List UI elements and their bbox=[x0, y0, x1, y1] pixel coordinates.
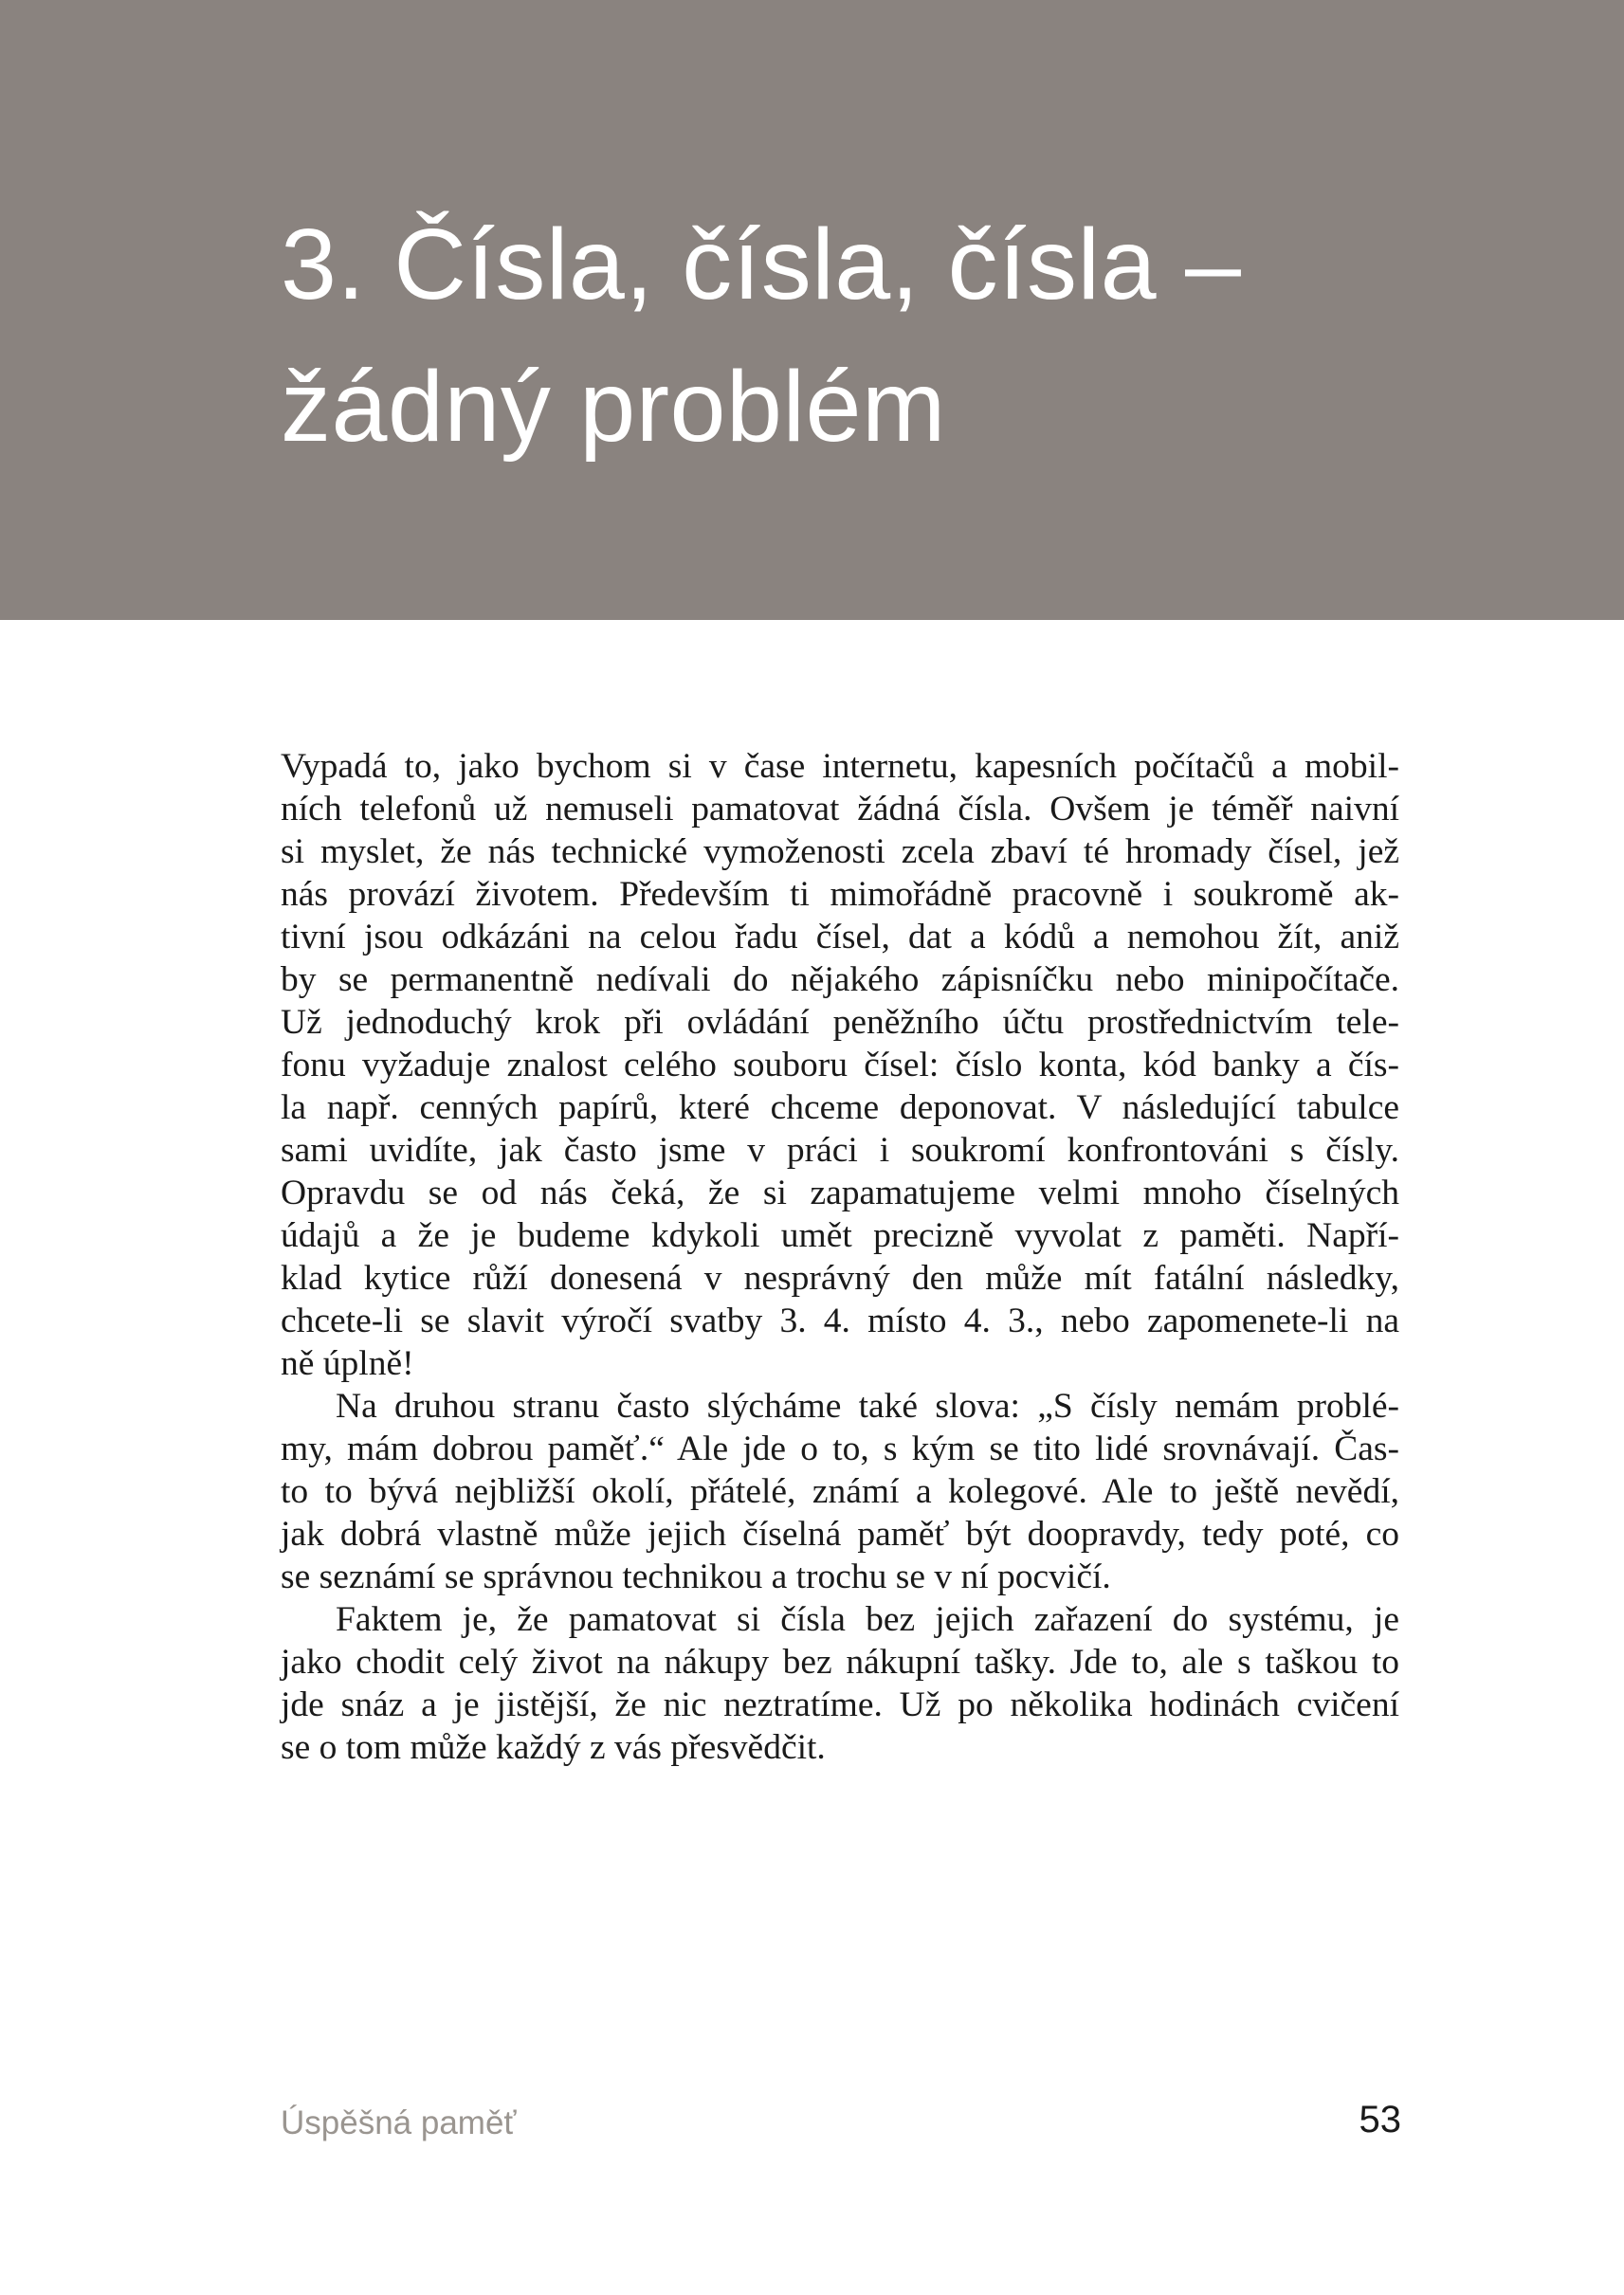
body-text bbox=[281, 745, 1399, 1769]
chapter-title-line: 3. Čísla, čísla, čísla – bbox=[281, 209, 1242, 320]
text-line: Faktem je, že pamatovat si čísla bez jejich zařazení do systému, je bbox=[336, 1600, 1399, 1639]
chapter-title bbox=[281, 193, 1513, 478]
text-line: la např. cenných papírů, které chceme deponovat. V následující tabulce bbox=[281, 1088, 1399, 1127]
text-line: by se permanentně nedívali do nějakého zápisníčku nebo minipočítače. bbox=[281, 960, 1399, 999]
text-line: fonu vyžaduje znalost celého souboru čísel: číslo konta, kód banky a čís- bbox=[281, 1046, 1399, 1084]
text-line: Už jednoduchý krok při ovládání peněžního účtu prostřednictvím tele- bbox=[281, 1003, 1399, 1042]
text-line: se o tom může každý z vás přesvědčit. bbox=[281, 1728, 826, 1767]
text-line: klad kytice růží donesená v nesprávný den může mít fatální následky, bbox=[281, 1259, 1399, 1298]
text-line: sami uvidíte, jak často jsme v práci i soukromí konfrontováni s čísly. bbox=[281, 1131, 1399, 1170]
text-line: jak dobrá vlastně může jejich číselná paměť být doopravdy, tedy poté, co bbox=[281, 1515, 1399, 1554]
text-line: jako chodit celý život na nákupy bez nákupní tašky. Jde to, ale s taškou to bbox=[281, 1643, 1399, 1682]
text-line: chcete-li se slavit výročí svatby 3. 4. místo 4. 3., nebo zapomenete-li na bbox=[281, 1302, 1399, 1340]
text-line: my, mám dobrou paměť.“ Ale jde o to, s kým se tito lidé srovnávají. Čas- bbox=[281, 1430, 1399, 1468]
text-line: si myslet, že nás technické vymoženosti zcela zbaví té hromady čísel, jež bbox=[281, 832, 1399, 871]
text-line: nás provází životem. Především ti mimořádně pracovně i soukromě ak- bbox=[281, 875, 1399, 914]
text-line: jde snáz a je jistější, že nic neztratíme. Už po několika hodinách cvičení bbox=[281, 1685, 1399, 1724]
paragraph-1 bbox=[281, 745, 1399, 1385]
text-line: Opravdu se od nás čeká, že si zapamatujeme velmi mnoho číselných bbox=[281, 1174, 1399, 1212]
chapter-header-band bbox=[0, 0, 1624, 620]
text-line: údajů a že je budeme kdykoli umět precizně vyvolat z paměti. Napří- bbox=[281, 1216, 1399, 1255]
paragraph-3 bbox=[281, 1598, 1399, 1769]
text-line: ních telefonů už nemuseli pamatovat žádná čísla. Ovšem je téměř naivní bbox=[281, 790, 1399, 829]
text-line: to to bývá nejbližší okolí, přátelé, známí a kolegové. Ale to ještě nevědí, bbox=[281, 1472, 1399, 1511]
text-line: ně úplně! bbox=[281, 1344, 414, 1383]
page-number: 53 bbox=[1359, 2099, 1401, 2140]
footer-book-title: Úspěšná paměť bbox=[281, 2104, 517, 2141]
chapter-title-line: žádný problém bbox=[281, 351, 946, 463]
text-line: Na druhou stranu často slýcháme také slova: „S čísly nemám problé- bbox=[336, 1387, 1399, 1426]
text-line: Vypadá to, jako bychom si v čase internetu, kapesních počítačů a mobil- bbox=[281, 747, 1399, 786]
text-line: se seznámí se správnou technikou a trochu se v ní pocvičí. bbox=[281, 1557, 1111, 1596]
text-line: tivní jsou odkázáni na celou řadu čísel, dat a kódů a nemohou žít, aniž bbox=[281, 918, 1399, 956]
paragraph-2 bbox=[281, 1385, 1399, 1598]
